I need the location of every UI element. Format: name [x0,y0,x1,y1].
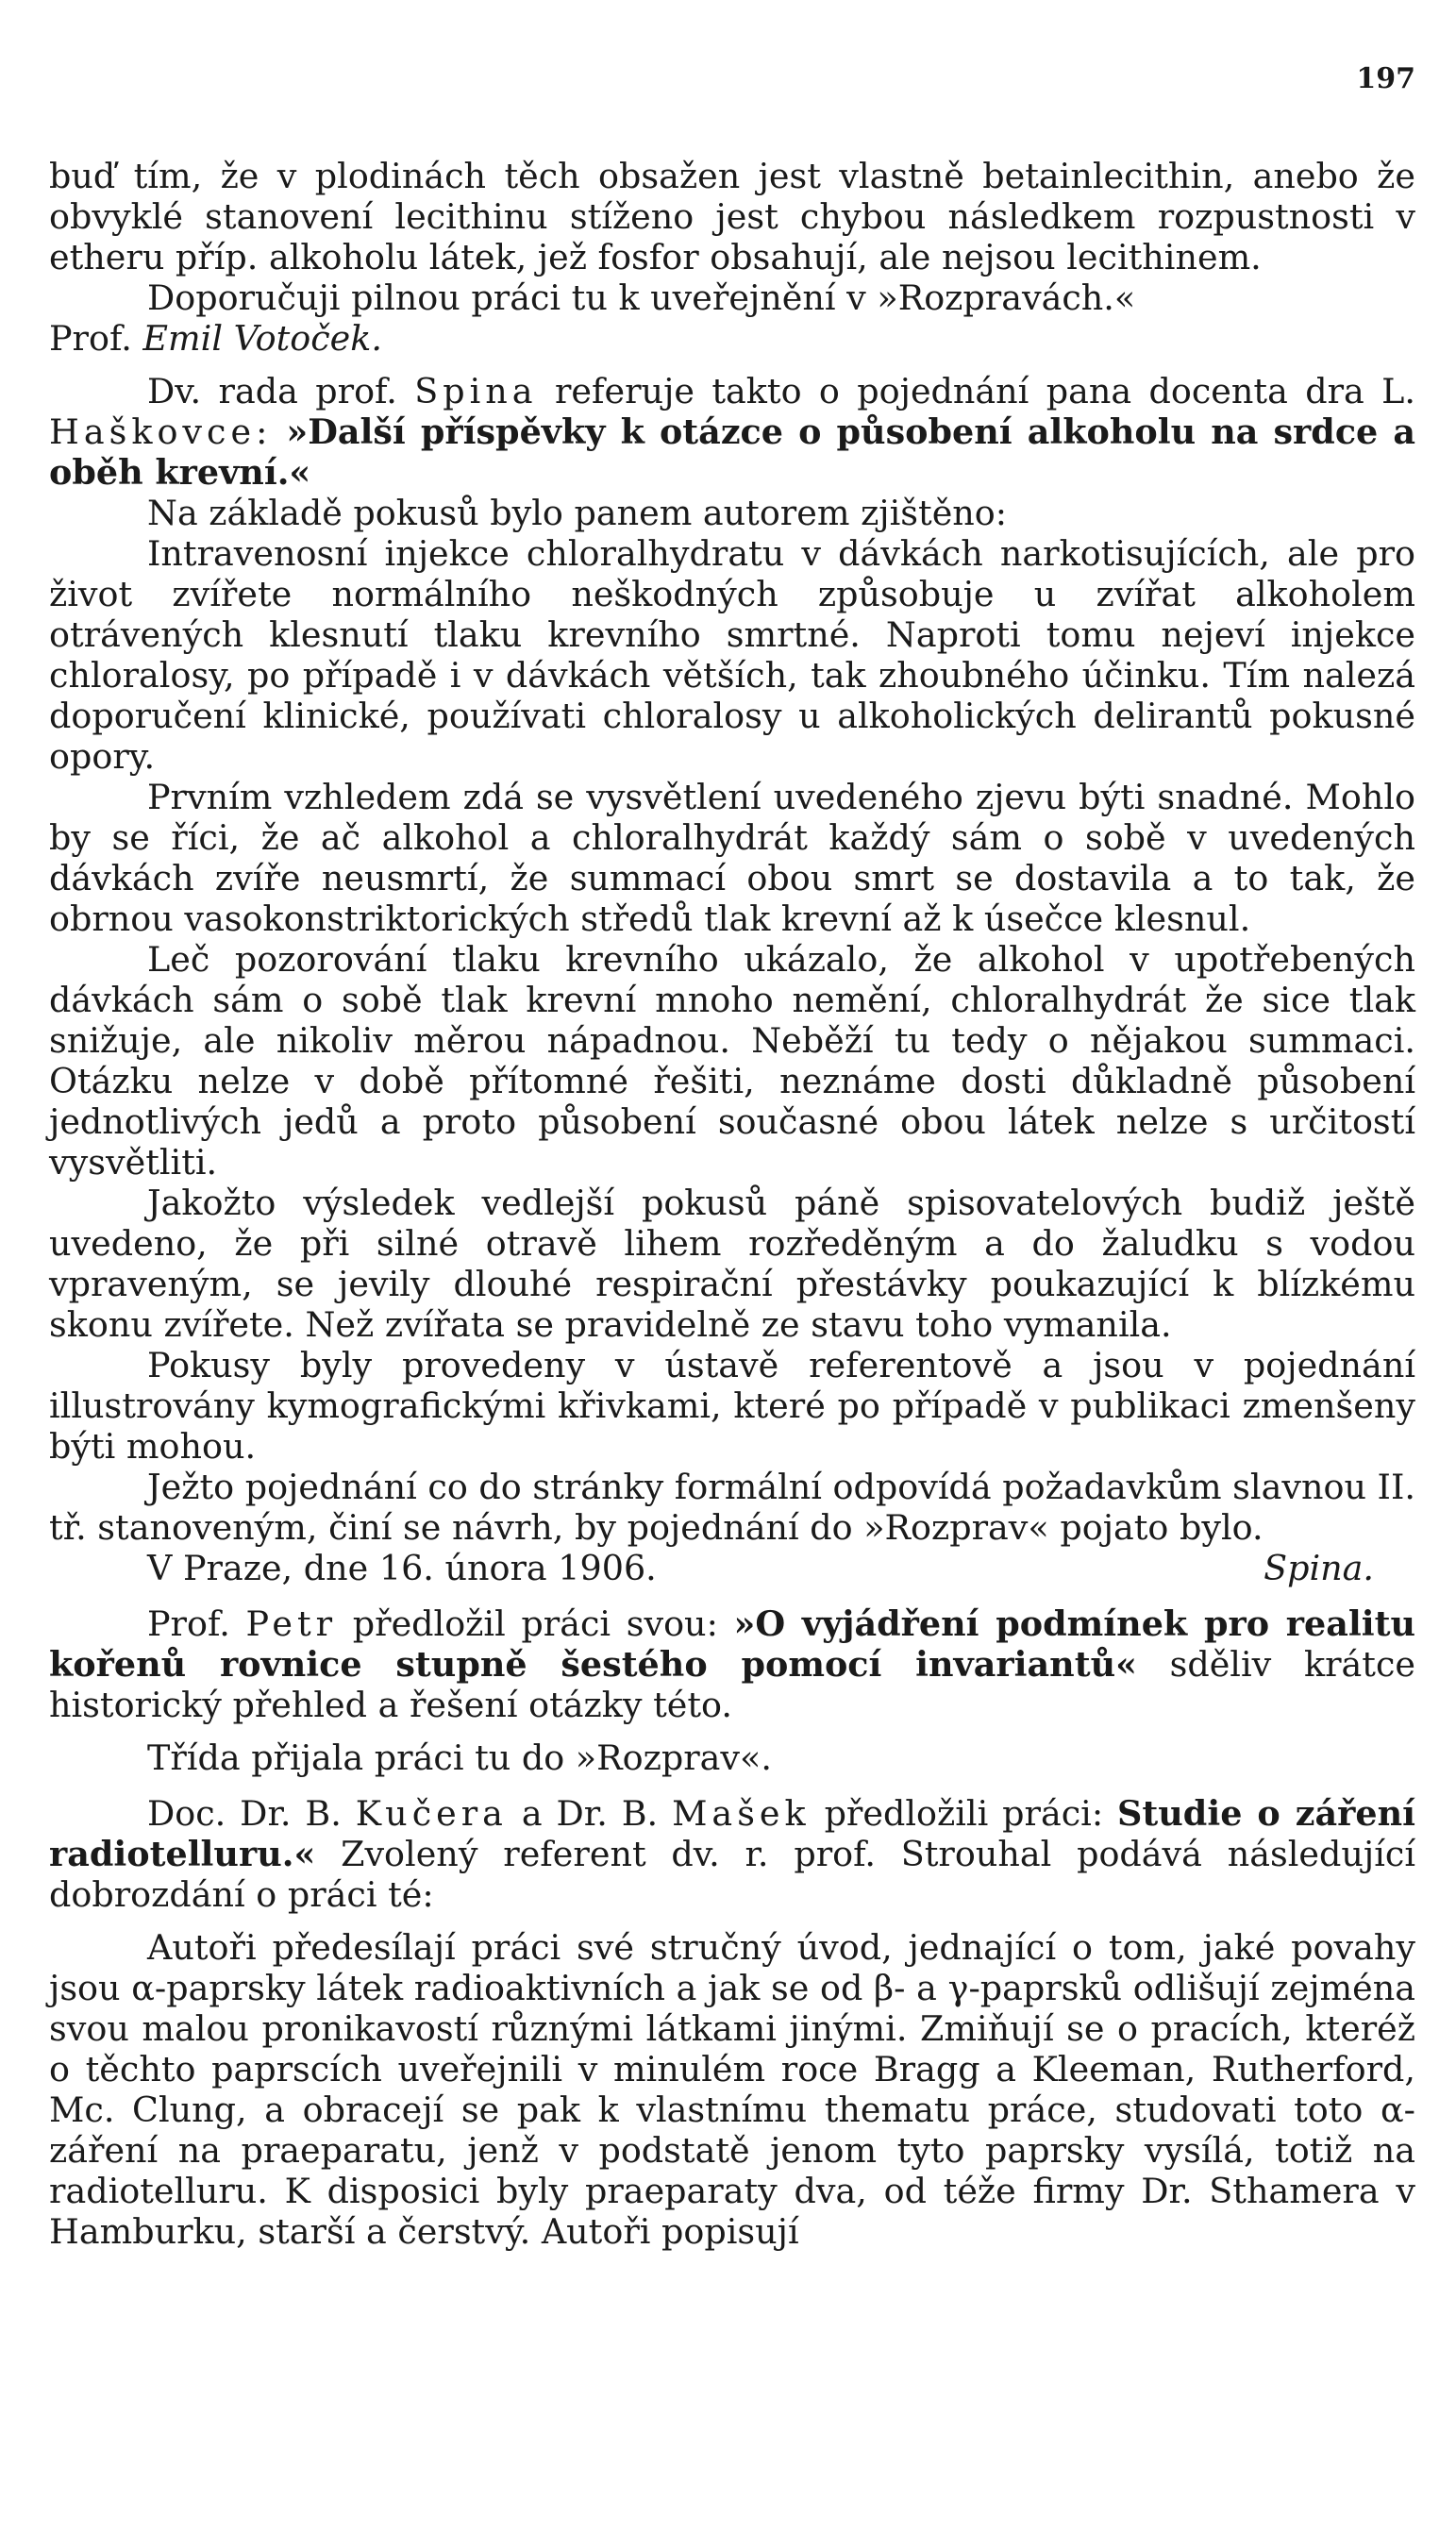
paragraph-accepted: Třída přijala práci tu do »Rozprav«. [147,1737,772,1778]
text-run: Doc. Dr. B. [147,1793,342,1834]
text-run: Prof. [147,1603,230,1644]
text-run: předložil práci svou: [352,1603,718,1644]
signature-name: Emil Votoček. [142,318,382,359]
paragraph-observation: Leč pozorování tlaku krevního ukázalo, že alkohol v upotřebených dávkách sám o sobě tlak krevní mnoho nemění, chloralhydrát že sice tlak snižuje, ale nikoliv měrou nápadnou. Neběží tu tedy o nějakou summaci. Otázku nelze v době přítomné řešiti, neznáme dosti důkladně působení jednotlivých jedů a proto působení současné obou látek nelze s určitostí vysvětliti. [49,939,1415,1183]
paragraph-kucera-masek [49,1793,1415,1915]
work-title: »Další příspěvky k otázce o působení alkoholu na srdce a oběh krevní.« [49,411,1416,493]
work-title: »O vyjádření podmínek pro realitu kořenů rovnice stupně šestého pomocí invariantů« [49,1603,1416,1685]
text-run: referuje takto o pojednání pana docenta dra L. [554,371,1416,411]
text-run: sděliv krátce historický přehled a řešení otázky této. [49,1644,1415,1725]
signature-spina: Spina. [1264,1548,1374,1588]
text-run: Zvolený referent dv. r. prof. Strouhal podává následující dobrozdání o práci té: [49,1834,1415,1915]
page-body [49,156,1415,2252]
signature-votocek [49,318,1415,359]
paragraph-continuation: buď tím, že v plodinách těch obsažen jest vlastně betainlecithin, anebo že obvyklé stanovení lecithinu stíženo jest chybou následkem rozpustnosti v etheru příp. alkoholu látek, jež fosfor obsahují, ale nejsou lecithinem. [49,156,1415,277]
name-masek: Mašek [672,1793,811,1834]
paragraph-spina-report [49,371,1415,493]
name-kucera: Kučera [355,1793,508,1834]
paragraph-findings: Intravenosní injekce chloralhydratu v dávkách narkotisujících, ale pro život zvířete normálního neškodných způsobuje u zvířat alkoholem otrávených klesnutí tlaku krevního smrtné. Naproti tomu nejeví injekce chloralosy, po případě i v dávkách větších, tak zhoubného účinku. Tím nalezá doporučení klinické, používati chloralosy u alkoholických delirantů pokusné opory. [49,533,1415,777]
name-spina: Spina [414,371,538,411]
text-run: a Dr. B. [521,1793,659,1834]
name-petr: Petr [245,1603,338,1644]
paragraph-side-result: Jakožto výsledek vedlejší pokusů páně spisovatelových budiž ještě uvedeno, že při silné otravě lihem rozředěným a do žaludku s vodou vpraveným, se jevily dlouhé respirační přestávky poukazující k blízkému skonu zvířete. Než zvířata se pravidelně ze stavu toho vymanila. [49,1183,1415,1345]
paragraph-radiotellurium: Autoři předesílají práci své stručný úvod, jednající o tom, jaké povahy jsou α-paprsky látek radioaktivních a jak se od β- a γ-paprsků odlišují zejména svou malou pronikavostí různými látkami jinými. Zmiňují se o pracích, kteréž o těchto paprscích uveřejnili v minulém roce Bragg a Kleeman, Rutherford, Mc. Clung, a obracejí se pak k vlastnímu thematu práce, studovati toto α-záření na praeparatu, jenž v podstatě jenom tyto paprsky vysílá, totiž na radiotelluru. K disposici byly praeparaty dva, od téže firmy Dr. Sthamera v Hamburku, starší a čerstvý. Autoři popisují [49,1927,1415,2252]
paragraph-proposal: Ježto pojednání co do stránky formální odpovídá požadavkům slavnou II. tř. stanoveným, činí se návrh, by pojednání do »Rozprav« pojato bylo. [49,1467,1415,1548]
paragraph-experiments: Pokusy byly provedeny v ústavě referentově a jsou v pojednání illustrovány kymografickými křivkami, které po případě v publikaci zmenšeny býti mohou. [49,1345,1415,1467]
page-number: 197 [1356,62,1415,95]
work-title: Studie o záření radiotelluru.« [49,1793,1415,1874]
paragraph-recommendation: Doporučuji pilnou práci tu k uveřejnění v »Rozpravách.« [147,277,1136,318]
name-haskovec: Haškovce: [49,411,273,452]
signature-prefix: Prof. [49,318,132,359]
paragraph-findings-intro: Na základě pokusů bylo panem autorem zjištěno: [147,493,1008,533]
date-line: V Praze, dne 16. února 1906. [147,1548,657,1588]
text-run: předložili práci: [824,1793,1104,1834]
text-run: Dv. rada prof. [147,371,397,411]
paragraph-petr [49,1603,1415,1725]
dateline [49,1548,1415,1588]
paragraph-explanation: Prvním vzhledem zdá se vysvětlení uvedeného zjevu býti snadné. Mohlo by se říci, že ač alkohol a chloralhydrát každý sám o sobě v uvedených dávkách zvíře neusmrtí, že summací obou smrt se dostavila a to tak, že obrnou vasokonstriktorických středů tlak krevní až k úsečce klesnul. [49,777,1415,939]
